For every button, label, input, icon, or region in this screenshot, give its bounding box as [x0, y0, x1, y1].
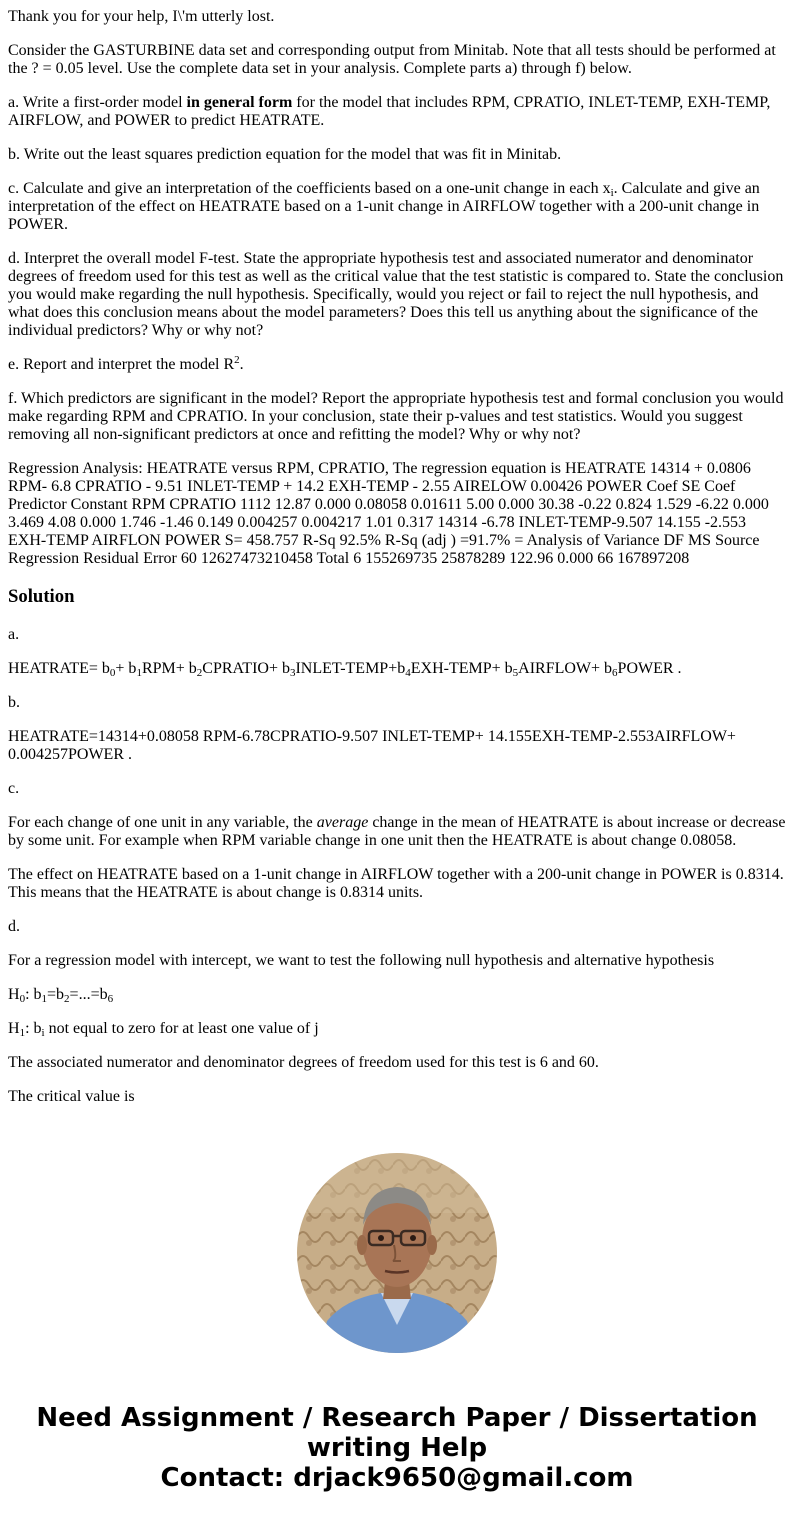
author-avatar: [297, 1153, 497, 1353]
part-e-question: e. Report and interpret the model $R^2$.: [8, 354, 244, 373]
solution-c-paragraph-1: For each change of one unit in any variable, the average change in the mean of HEATRATE is about increase or decrease by some unit. For example when RPM variable change in one unit then the HEATRATE is about change 0.08058.: [8, 814, 786, 849]
minitab-output: Regression Analysis: HEATRATE versus RPM, CPRATIO, The regression equation is HEATRATE 14314 + 0.0806 RPM- 6.8 CPRATIO - 9.51 INLET-TEMP + 14.2 EXH-TEMP - 2.55 AIRELOW 0.00426 POWER Coef SE Coef Predictor Constant RPM CPRATIO 1112 12.87 0.000 0.08058 0.01611 5.00 0.000 30.38 -0.22 0.824 1.529 -6.22 0.000 3.469 4.08 0.000 1.746 -1.46 0.149 0.004257 0.004217 1.01 0.317 14314 -6.78 INLET-TEMP-9.507 14.155 -2.553 EXH-TEMP AIRFLON POWER S= 458.757 R-Sq 92.5% R-Sq (adj ) =91.7% = Analysis of Variance DF MS Source Regression Residual Error 60 12627473210458 Total 6 155269735 25878289 122.96 0.000 66 167897208: [8, 460, 769, 567]
solution-a-label: a.: [8, 626, 20, 643]
document-content: [8, 0, 786, 1122]
solution-b-label: b.: [8, 694, 20, 711]
solution-c-label: c.: [8, 780, 20, 797]
intro-text: Thank you for your help, I\'m utterly lost.: [8, 8, 275, 25]
context-paragraph: Consider the GASTURBINE data set and corresponding output from Minitab. Note that all tests should be performed at the ? = 0.05 level. Use the complete data set in your analysis. Complete parts a) through f) below.: [8, 42, 776, 77]
banner-line-1: Need Assignment / Research Paper / Dissertation: [36, 1403, 758, 1433]
alternative-hypothesis: $H_1$: $b_i$ not equal to zero for at least one value of j: [8, 1020, 319, 1039]
author-portrait-image: [297, 1153, 497, 1353]
part-a-question: a. Write a first-order model in general form for the model that includes RPM, CPRATIO, INLET-TEMP, EXH-TEMP, AIRFLOW, and POWER to predict HEATRATE.: [8, 94, 771, 129]
part-d-question: d. Interpret the overall model F-test. State the appropriate hypothesis test and associated numerator and denominator degrees of freedom used for this test as well as the critical value that the test statistic is compared to. State the conclusion you would make regarding the null hypothesis. Specifically, would you reject or fail to reject the null hypothesis, and what does this conclusion means about the model parameters? Does this tell us anything about the significance of the individual predictors? Why or why not?: [8, 250, 784, 339]
solution-d-paragraph-1: For a regression model with intercept, we want to test the following null hypothesis and alternative hypothesis: [8, 952, 715, 969]
banner-line-2: writing Help: [306, 1433, 488, 1463]
solution-c-paragraph-2: The effect on HEATRATE based on a 1-unit change in AIRFLOW together with a 200-unit change in POWER is 0.8314. This means that the HEATRATE is about change is 0.8314 units.: [8, 866, 784, 901]
contact-banner: [0, 1403, 794, 1493]
solution-b-equation: HEATRATE=14314+0.08058 RPM-6.78CPRATIO-9.507 INLET-TEMP+ 14.155EXH-TEMP-2.553AIRFLOW+ 0.004257POWER .: [8, 728, 736, 763]
solution-heading: Solution: [8, 586, 75, 607]
part-f-question: f. Which predictors are significant in the model? Report the appropriate hypothesis test and formal conclusion you would make regarding RPM and CPRATIO. In your conclusion, state their p-values and test statistics. Would you suggest removing all non-significant predictors at once and refitting the model? Why or why not?: [8, 390, 784, 443]
solution-a-equation: HEATRATE= $b_0+ b_1RPM+$ $b_2CPRATIO+$ $b_3INLET-TEMP+b_4EXH-TEMP+$ $b_5AIRFLOW+$ $b_6POWER$ .: [8, 660, 682, 679]
null-hypothesis: $H_0$: $b_1=b_2=...=b_6$: [8, 986, 114, 1005]
solution-d-paragraph-2: The associated numerator and denominator degrees of freedom used for this test is 6 and 60.: [8, 1054, 599, 1071]
banner-contact-email: Contact: drjack9650@gmail.com: [160, 1463, 634, 1493]
solution-d-paragraph-3: The critical value is: [8, 1088, 135, 1105]
part-c-question: c. Calculate and give an interpretation of the coefficients based on a one-unit change in each $x_i$. Calculate and give an interpretation of the effect on HEATRATE based on a 1-unit change in AIRFLOW together with a 200-unit change in POWER.: [8, 180, 760, 233]
solution-d-label: d.: [8, 918, 20, 935]
part-b-question: b. Write out the least squares prediction equation for the model that was fit in Minitab.: [8, 146, 562, 163]
